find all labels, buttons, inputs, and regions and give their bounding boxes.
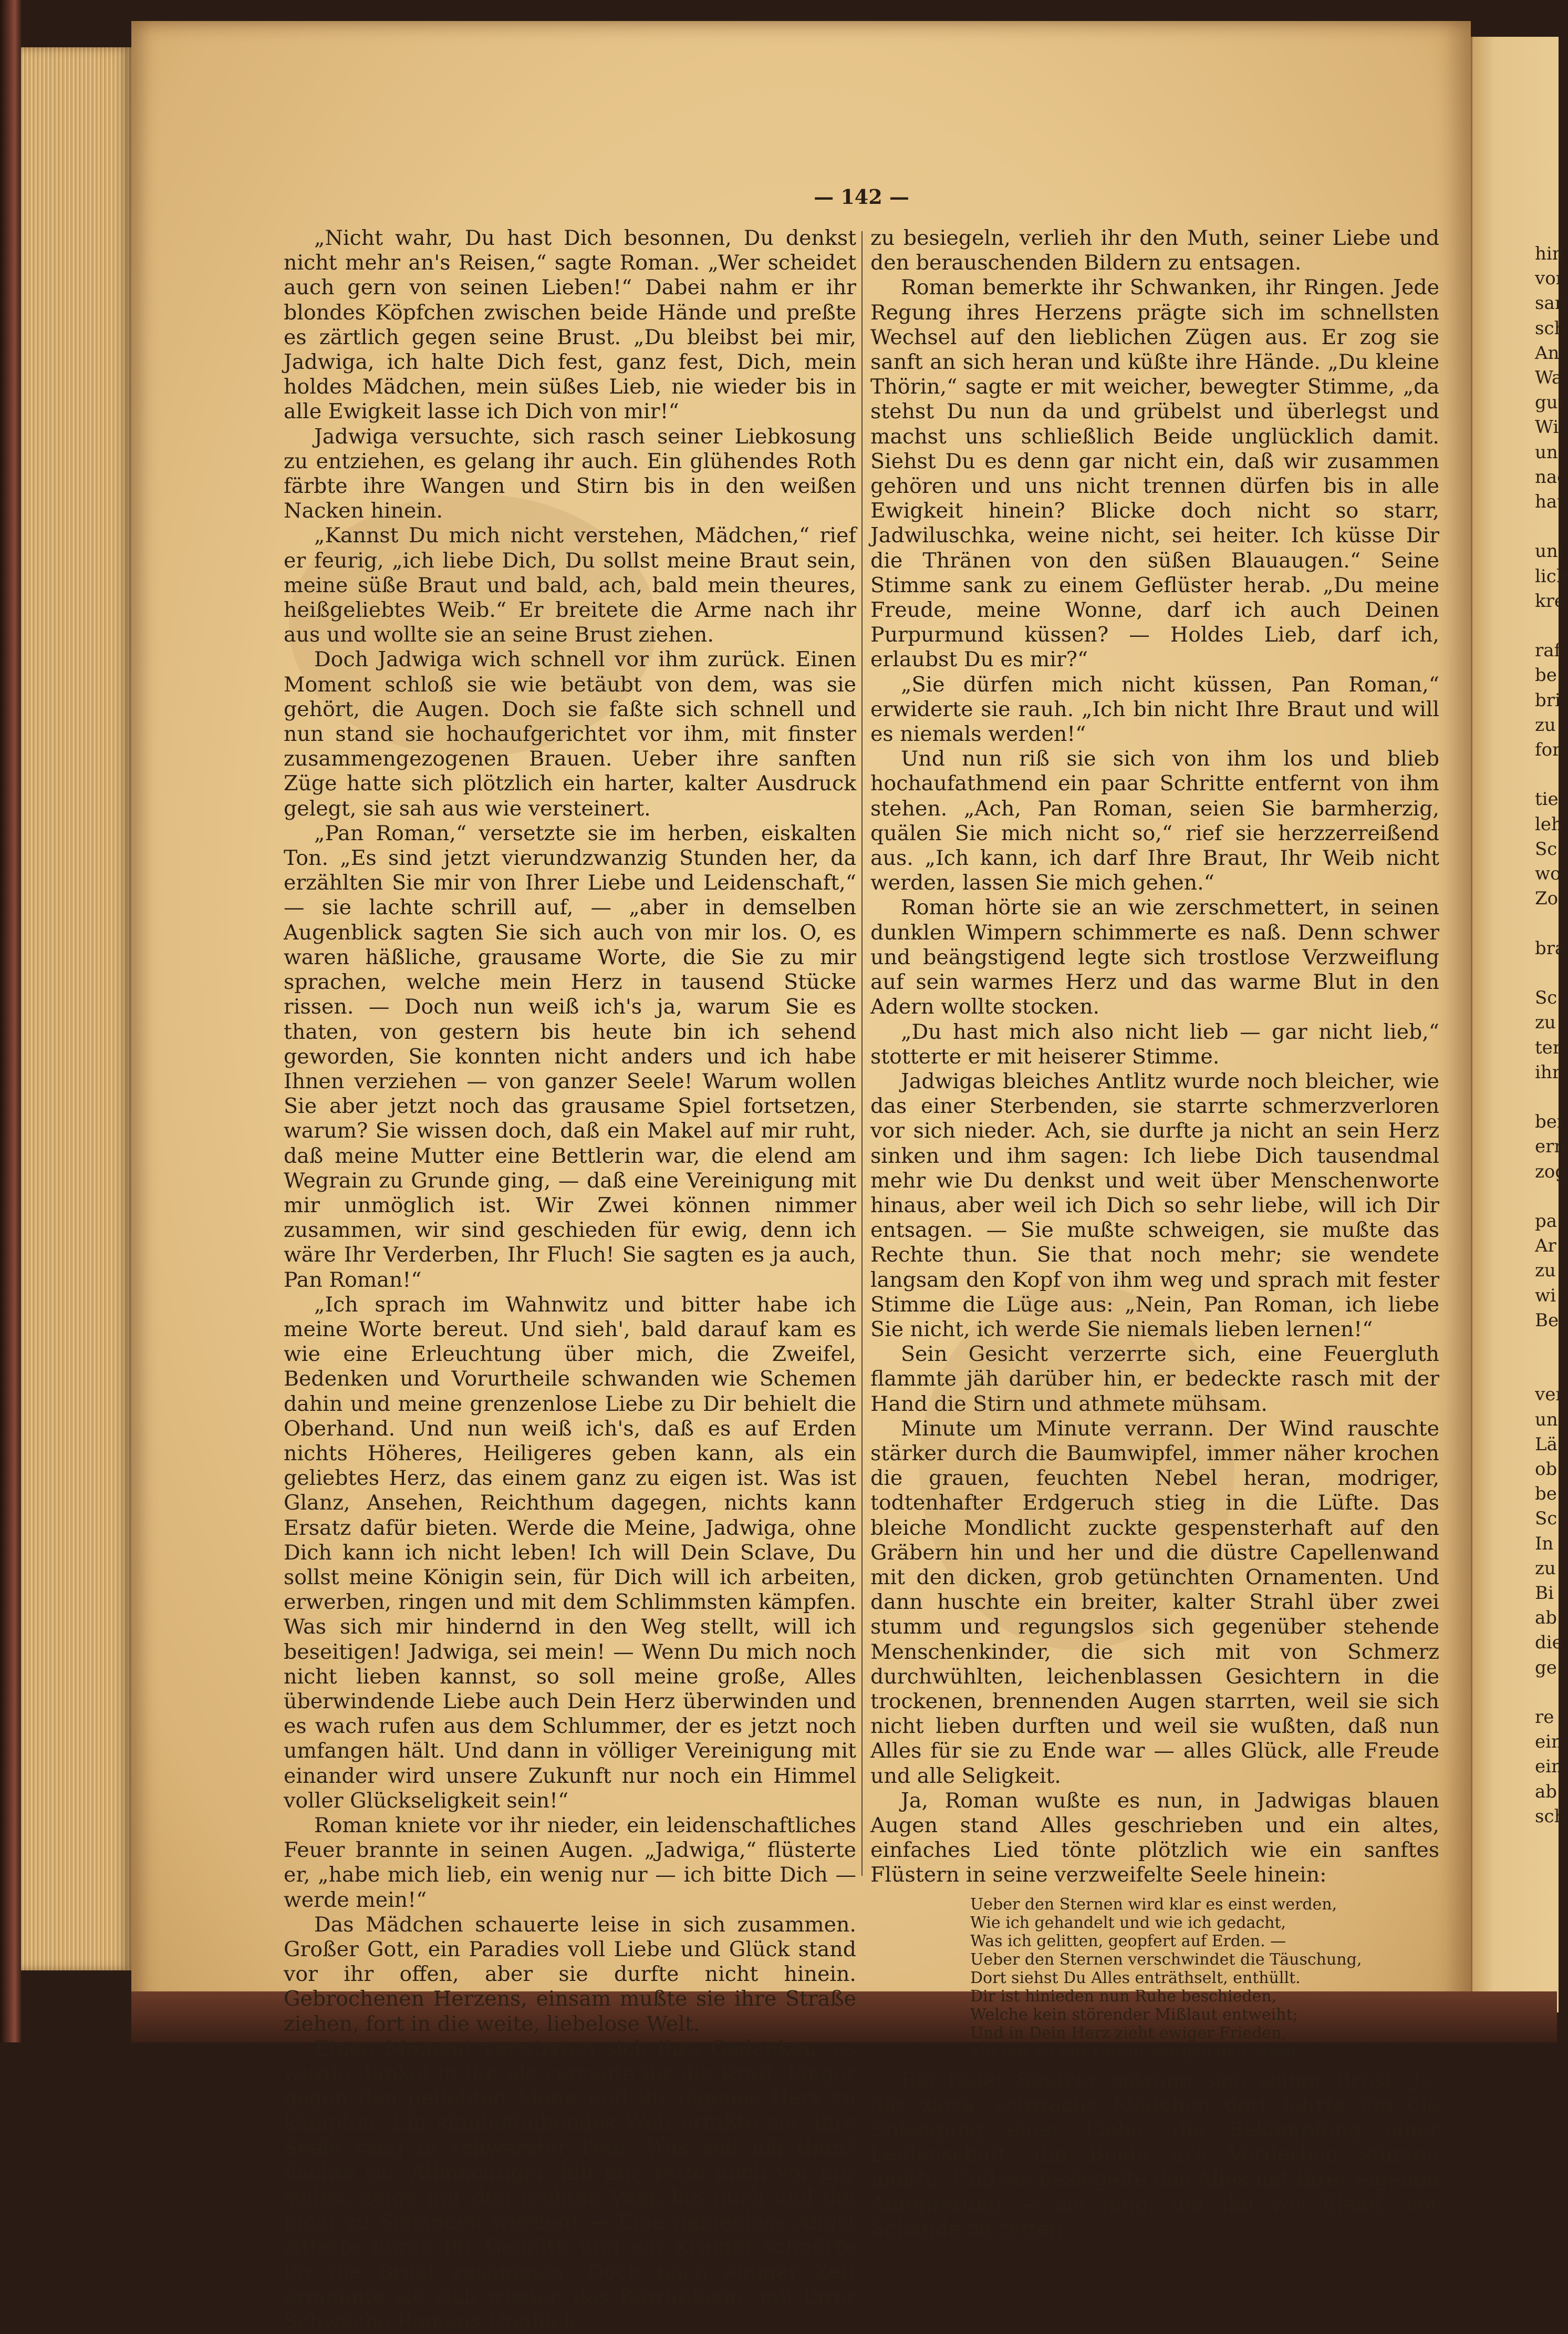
edge-fragment: vor — [1535, 268, 1564, 290]
edge-fragment: zog — [1535, 1161, 1567, 1182]
paragraph: Doch Jadwiga wich schnell vor ihm zurück. Einen Moment schloß sie wie betäubt von dem, was sie gehört, die Augen. Doch sie faßte sich schnell und nun stand sie hochaufgerichtet vor ihm, mit finster zusammengezogenen Brauen. Ueber ihre sanften Züge hatte sich plötzlich ein harter, kalter Ausdruck gelegt, sie sah aus wie versteinert. — [284, 647, 856, 821]
paragraph: zu besiegeln, verlieh ihr den Muth, seiner Liebe und den berauschenden Bildern zu entsagen. — [870, 226, 1439, 275]
paragraph: Roman kniete vor ihr nieder, ein leidenschaftliches Feuer brannte in seinen Augen. „Jadwiga,“ flüsterte er, „habe mich lieb, ein wenig nur — ich bitte Dich — werde mein!“ — [284, 1813, 856, 1912]
paragraph: Einen Moment verwirrten sich ihre Gedanken, es wurde dunkel in ihr, als versagte ihr die Kraft, länger gegen den geliebten Mann und ihr eigenes Herz zu kämpfen. Ein sinnbetäubendes Weh erfaßte sie, ihre Seele rang in schwerster Pein. Was soll ich thun? dachte sie. Allmächtiger, hilf mir, rette mich vor mir selber, zeige mir den rechten Weg, laß mich und ihn nicht zu Schanden werden! — Eine namenlose Angst zitterte durch ihr Gemüth und ein Krampf schnürte ihr die Brust zusammen. Doch nach einiger Zeit ermannte sie sich wieder, das Bewußtsein, mit ihrer Schwäche Romans Unglück — [284, 2036, 856, 2334]
edge-fragment: ein — [1535, 1731, 1563, 1753]
edge-fragment: zu — [1535, 1012, 1556, 1034]
paragraph: „Du hast mich also nicht lieb — gar nicht lieb,“ stotterte er mit heiserer Stimme. — [870, 1019, 1439, 1069]
edge-fragment: ein — [1535, 1756, 1563, 1778]
poem-line: Wie ich gehandelt und wie ich gedacht, — [970, 1913, 1286, 1932]
edge-fragment: Wa — [1535, 367, 1563, 389]
edge-fragment: ge — [1535, 1657, 1557, 1678]
edge-fragment: hat — [1535, 491, 1564, 513]
edge-fragment: Sc — [1535, 987, 1557, 1009]
edge-fragment — [1535, 762, 1557, 787]
poem-line: Mit mir ist nur Unruh, Sorgen und Streit. — [970, 2042, 1302, 2061]
edge-fragment: bra — [1535, 937, 1566, 959]
poem-line: Was ich gelitten, geopfert auf Erden. — — [970, 1932, 1286, 1950]
paragraph: Minute um Minute verrann. Der Wind rauschte stärker durch die Baumwipfel, immer näher krochen die grauen, feuchten Nebel heran, modriger, todtenhafter Erdgeruch stieg in die Lüfte. Das bleiche Mondlicht zuckte gespensterhaft auf den Gräbern hin und her und die düstre Capellenwand mit den dicken, grob getünchten Ornamenten. Und dann huschte ein breiter, kalter Strahl über zwei stumm und regungslos sich gegenüber stehende Menschenkinder, die sich mit von Schmerz durchwühlten, leichenblassen Gesichtern in die trockenen, brennenden Augen starrten, weil sie sich nicht lieben durften und weil sie wußten, daß nun Alles für sie zu Ende war — alles Glück, alle Freude und alle Seligkeit. — [870, 1416, 1439, 1788]
paragraph: Das Mädchen schauerte leise in sich zusammen. Großer Gott, ein Paradies voll Liebe und Glück stand vor ihr offen, aber sie durfte nicht hinein. Gebrochenen Herzens, einsam mußte sie ihre Straße ziehen, fort in die weite, liebelose Welt. — [284, 1912, 856, 2036]
edge-fragment — [1535, 1680, 1557, 1705]
edge-fragment: sch — [1535, 1805, 1566, 1827]
edge-fragment: Lä — [1535, 1433, 1557, 1455]
paragraph: Ein tiefer Seufzer entrang sich seiner Brust. Ja, das zarte, schwache Mädchen dort lehrte ihn die Entsagung einer Liebe, die Bekämpfung einer Leidenschaft, die Beide in's Verderben stürzen mußte. Und sie besiegelte das Alles mit ihrer eigenen Aufopferung — sie ging, um ihn vor Elend, vor Schande zu retten. — [870, 2068, 1439, 2241]
edge-fragment: Sc — [1535, 1508, 1557, 1530]
poem — [970, 1895, 1439, 2061]
edge-fragment — [1535, 911, 1557, 936]
paragraph: Ja, Roman wußte es nun, in Jadwigas blauen Augen stand Alles geschrieben und ein altes, einfaches Lied tönte plötzlich wie ein sanftes Flüstern in seine verzweifelte Seele hinein: — [870, 1788, 1439, 1887]
edge-fragment: ab — [1535, 1781, 1557, 1802]
paragraph: „Sie dürfen mich nicht küssen, Pan Roman,“ erwiderte sie rauh. „Ich bin nicht Ihre Braut und will es niemals werden!“ — [870, 672, 1439, 747]
edge-fragment: re — [1535, 1706, 1554, 1728]
edge-fragment — [1535, 514, 1557, 539]
edge-fragment: zu — [1535, 1557, 1556, 1579]
page-stack-edge — [21, 47, 131, 1970]
edge-fragment: for — [1535, 739, 1561, 761]
right-column — [870, 226, 1439, 2242]
edge-fragment: Be — [1535, 1309, 1559, 1331]
edge-fragment: hin — [1535, 243, 1564, 264]
edge-fragment — [1535, 1358, 1557, 1382]
edge-fragment: uni — [1535, 541, 1564, 562]
book-binding — [0, 0, 21, 2042]
edge-fragment — [1535, 614, 1557, 638]
edge-fragment: san — [1535, 293, 1566, 314]
edge-fragment: Wi — [1535, 417, 1559, 438]
edge-fragment: ab — [1535, 1607, 1557, 1629]
edge-fragment: Bi — [1535, 1582, 1554, 1604]
edge-fragment: bri — [1535, 689, 1561, 711]
paragraph: „Pan Roman,“ versetzte sie im herben, eiskalten Ton. „Es sind jetzt vierundzwanzig Stunden her, da erzählten Sie mir von Ihrer Liebe und Leidenschaft,“ — sie lachte schrill auf, — „aber in demselben Augenblick sagten Sie sich auch von mir los. O, es waren häßliche, grausame Worte, die Sie zu mir sprachen, welche mein Herz in tausend Stücke rissen. — Doch nun weiß ich's ja, warum Sie es thaten, von gestern bis heute bin ich sehend geworden, Sie konnten nicht anders und ich habe Ihnen verziehen — von ganzer Seele! Warum wollen Sie aber jetzt noch das grausame Spiel fortsetzen, warum? Sie wissen doch, daß ein Makel auf mir ruht, daß meine Mutter eine Bettlerin war, die elend am Wegrain zu Grunde ging, — daß eine Vereinigung mit mir unmöglich ist. Wir Zwei können nimmer zusammen, wir sind geschieden für ewig, denn ich wäre Ihr Verderben, Ihr Fluch! Sie sagten es ja auch, Pan Roman!“ — [284, 821, 856, 1292]
poem-line: Ueber den Sternen verschwindet die Täuschung, — [970, 1950, 1362, 1969]
edge-fragment: wi — [1535, 1285, 1556, 1306]
edge-fragment: gut — [1535, 392, 1565, 414]
edge-fragment: ihr — [1535, 1061, 1561, 1083]
paragraph: „Nicht wahr, Du hast Dich besonnen, Du denkst nicht mehr an's Reisen,“ sagte Roman. „Wer scheidet auch gern von seinen Lieben!“ Dabei nahm er ihr blondes Köpfchen zwischen beide Hände und preßte es zärtlich gegen seine Brust. „Du bleibst bei mir, Jadwiga, ich halte Dich fest, ganz fest, Dich, mein holdes Mädchen, mein süßes Lieb, nie wieder bis in alle Ewigkeit lasse ich Dich von mir!“ — [284, 226, 856, 424]
edge-fragment: wo — [1535, 863, 1561, 885]
page-number: — 142 — — [814, 185, 909, 209]
edge-fragment: raf — [1535, 640, 1561, 662]
paragraph: Jadwigas bleiches Antlitz wurde noch bleicher, wie das einer Sterbenden, sie starrte schmerzverloren vor sich nieder. Ach, sie durfte ja nicht an sein Herz sinken und ihm sagen: Ich liebe Dich tausendmal mehr wie Du denkst und weit über Menschenworte hinaus, aber weil ich Dich so sehr liebe, will ich Dir entsagen. — Sie mußte schweigen, sie mußte das Rechte thun. Sie that noch mehr; sie wendete langsam den Kopf von ihm weg und sprach mit fester Stimme die Lüge aus: „Nein, Pan Roman, ich liebe Sie nicht, ich werde Sie niemals lieben lernen!“ — [870, 1069, 1439, 1341]
edge-fragment: zu — [1535, 714, 1556, 736]
edge-fragment: sch — [1535, 317, 1566, 339]
next-page-text-fragments — [1535, 242, 1568, 1829]
paragraph: Jadwiga versuchte, sich rasch seiner Liebkosung zu entziehen, es gelang ihr auch. Ein glühendes Roth färbte ihre Wangen und Stirn bis in den weißen Nacken hinein. — [284, 424, 856, 523]
edge-fragment: Sc — [1535, 838, 1557, 860]
edge-fragment — [1535, 1333, 1557, 1358]
edge-fragment — [1535, 961, 1557, 986]
edge-fragment — [1535, 1184, 1557, 1209]
edge-fragment: An — [1535, 342, 1560, 364]
paragraph: Und nun riß sie sich von ihm los und blieb hochaufathmend ein paar Schritte entfernt von ihm stehen. „Ach, Pan Roman, seien Sie barmherzig, quälen Sie mich nicht so,“ rief sie herzzerreißend aus. „Ich kann, ich darf Ihre Braut, Ihr Weib nicht werden, lassen Sie mich gehen.“ — [870, 747, 1439, 895]
column-divider — [861, 231, 863, 1876]
edge-fragment: bei — [1535, 1111, 1563, 1133]
edge-fragment: ern — [1535, 1136, 1566, 1158]
edge-fragment: be — [1535, 1483, 1557, 1505]
paragraph: Sein Gesicht verzerrte sich, eine Feuergluth flammte jäh darüber hin, er bedeckte rasch mit der Hand die Stirn und athmete mühsam. — [870, 1342, 1439, 1416]
paragraph: Roman hörte sie an wie zerschmettert, in seinen dunklen Wimpern schimmerte es naß. Denn schwer und beängstigend legte sich trostlose Verzweiflung auf sein warmes Herz und das warme Blut in den Adern wollte stocken. — [870, 895, 1439, 1019]
edge-fragment: In — [1535, 1533, 1554, 1554]
edge-fragment: Ar — [1535, 1235, 1556, 1257]
edge-fragment: ob — [1535, 1458, 1557, 1480]
poem-line: Dort siehst Du Alles enträthselt, enthüllt. — [970, 1968, 1301, 1987]
poem-line: Welche kein störender Mißlaut entweiht; — [970, 2005, 1298, 2024]
edge-fragment — [1535, 1085, 1557, 1110]
edge-fragment: nac — [1535, 466, 1567, 488]
poem-line: Dir ist hinieden nun Ruhe beschieden, — [970, 1987, 1277, 2006]
paragraph: „Kannst Du mich nicht verstehen, Mädchen,“ rief er feurig, „ich liebe Dich, Du sollst meine Braut sein, meine süße Braut und bald, ach, bald mein theures, heißgeliebtes Weib.“ Er breitete die Arme nach ihr aus und wollte sie an seine Brust ziehen. — [284, 523, 856, 647]
edge-fragment: zu — [1535, 1260, 1556, 1282]
left-column — [284, 226, 856, 2334]
paragraph: Roman bemerkte ihr Schwanken, ihr Ringen. Jede Regung ihres Herzens prägte sich im schnellsten Wechsel auf den lieblichen Zügen aus. Er zog sie sanft an sich heran und küßte ihre Hände. „Du kleine Thörin,“ sagte er mit weicher, bewegter Stimme, „da stehst Du nun da und grübelst und überlegst und machst uns schließlich Beide unglücklich damit. Siehst Du es denn gar nicht ein, daß wir zusammen gehören und uns nicht trennen dürfen bis in alle Ewigkeit hinein? Blicke doch nicht so starr, Jadwiluschka, weine nicht, sei heiter. Ich küsse Dir die Thränen von den süßen Blauaugen.“ Seine Stimme sank zu einem Geflüster herab. „Du meine Freude, meine Wonne, darf ich auch Deinen Purpurmund küssen? — Holdes Lieb, darf ich, erlaubst Du es mir?“ — [870, 275, 1439, 672]
edge-fragment: pa — [1535, 1210, 1557, 1232]
edge-fragment: tie — [1535, 789, 1559, 810]
poem-line: Ueber den Sternen wird klar es einst werden, — [970, 1895, 1337, 1914]
edge-fragment: die — [1535, 1632, 1563, 1654]
edge-fragment: ter — [1535, 1037, 1562, 1058]
poem-line: Und in Dein Herz zieht ewiger Frieden, — [970, 2023, 1286, 2042]
edge-fragment: Zo — [1535, 888, 1559, 910]
edge-fragment: un — [1535, 441, 1558, 463]
edge-fragment: ver — [1535, 1384, 1564, 1406]
edge-fragment: be — [1535, 665, 1557, 686]
edge-fragment: un — [1535, 1409, 1558, 1430]
edge-fragment: kre — [1535, 590, 1565, 612]
edge-fragment: lich — [1535, 565, 1568, 587]
paragraph: „Ich sprach im Wahnwitz und bitter habe ich meine Worte bereut. Und sieh', bald darauf kam es wie eine Erleuchtung über mich, die Zweifel, Bedenken und Vorurtheile schwanden wie Schemen dahin und meine grenzenlose Liebe zu Dir behielt die Oberhand. Und nun weiß ich's, daß es auf Erden nichts Höheres, Heiligeres geben kann, als ein geliebtes Herz, das einem ganz zu eigen ist. Was ist Glanz, Ansehen, Reichthum dagegen, nichts kann Ersatz dafür bieten. Werde die Meine, Jadwiga, ohne Dich kann ich nicht leben! Ich will Dein Sclave, Du sollst meine Königin sein, für Dich will ich arbeiten, erwerben, ringen und mit dem Schlimmsten kämpfen. Was sich mir hindernd in den Weg stellt, will ich beseitigen! Jadwiga, sei mein! — Wenn Du mich noch nicht lieben kannst, so soll meine große, Alles überwindende Liebe auch Dein Herz überwinden und es wach rufen aus dem Schlummer, der es jetzt noch umfangen hält. Und dann in völliger Vereinigung mit einander wird unsere Zukunft nur noch ein Himmel voller Glückseligkeit sein!“ — [284, 1292, 856, 1813]
edge-fragment: leh — [1535, 813, 1563, 835]
